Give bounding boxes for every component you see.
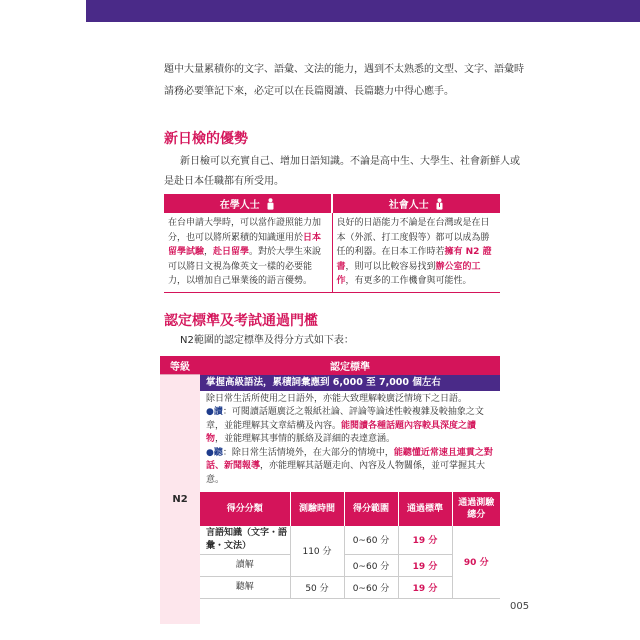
score-row-range: 0~60 分 — [344, 576, 398, 598]
advantages-para-line-2: 是赴日本任職都有所受用。 — [164, 176, 284, 187]
score-row-pass: 19 分 — [398, 526, 452, 555]
worker-text: 良好的日語能力不論是在台灣或是在日本（外派、打工度假等）都可以成為勝任的利器。在日本工作時若擁有 N2 證書，則可以比較容易找到辦公室的工作，有更多的工作機會與可能性。 — [332, 213, 500, 293]
emphasis-n2-cert: 擁有 N2 證書 — [336, 247, 492, 272]
emphasis-jp-study-exam: 日本留學試驗 — [168, 232, 322, 257]
score-row-category: 讀解 — [200, 554, 290, 576]
student-header-label: 在學人士 — [219, 199, 260, 211]
top-color-bar — [86, 0, 640, 22]
worker-person-icon — [435, 198, 444, 210]
score-row-time: 50 分 — [290, 576, 344, 598]
score-header-category: 得分分類 — [200, 492, 290, 526]
col-level-header: 等級 — [160, 356, 200, 375]
page-number: 005 — [510, 601, 530, 612]
intro-line-1: 題中大量累積你的文字、語彙、文法的能力，遇到不太熟悉的文型、文字、語彙時 — [164, 64, 524, 75]
score-row-category: 言語知識（文字・語彙・文法） — [200, 526, 290, 555]
emphasis-study-in-japan: 赴日留學 — [213, 247, 250, 257]
student-text: 在台申請大學時，可以當作證照能力加分，也可以將所累積的知識運用於日本留學試驗，赴日留學。對於大學生來說可以將日文視為像英文一樣的必要能力，以增加自己畢業後的語言優勢。 — [164, 213, 332, 293]
n2-description: 除日常生活所使用之日語外，亦能大致理解較廣泛情境下之日語。 ●讀：可閱讀話題廣泛之報紙社論、評論等論述性較複雜及較抽象之文章，並能理解其文章結構及內容。能閱讀各種話題內容較具深度之讀物，並能理解其事情的脈絡及詳細的表達意涵。 ●聽：除日常生活情境外，在大部分的情境中，能聽懂近常速且連貫之對話、新聞報導，亦能理解其話題走向、內容及人物關係，並可掌握其大意。 — [206, 393, 493, 486]
emphasis-office-job: 辦公室的工作 — [336, 261, 481, 286]
emphasis-listen-news: 能聽懂近常速且連貫之對話、新聞報導 — [206, 447, 493, 472]
level-cell: N2 — [160, 375, 200, 625]
student-person-icon — [266, 198, 275, 210]
section-heading-advantages: 新日檢的優勢 — [164, 131, 248, 147]
score-total: 90 分 — [452, 526, 500, 599]
score-row-pass: 19 分 — [398, 576, 452, 598]
intro-line-2: 請務必要筆記下來，必定可以在長篇閱讀、長篇聽力中得心應手。 — [164, 86, 454, 97]
student-header — [164, 194, 332, 213]
advantages-para-line-1: 新日檢可以充實自己、增加日語知識。不論是高中生、大學生、社會新鮮人或 — [180, 156, 520, 167]
worker-header-label: 社會人士 — [388, 199, 429, 211]
score-time-combined: 110 分 — [290, 526, 344, 577]
worker-header — [332, 194, 500, 213]
score-row-range: 0~60 分 — [344, 526, 398, 555]
read-bullet: ●讀 — [206, 407, 223, 418]
score-header-time: 測驗時間 — [290, 492, 344, 526]
score-row-range: 0~60 分 — [344, 554, 398, 576]
emphasis-read-deep: 能閱讀各種話題內容較具深度之讀物 — [206, 420, 477, 445]
section-heading-standards: 認定標準及考試通過門檻 — [164, 313, 318, 329]
score-header-total: 通過測驗總分 — [452, 492, 500, 526]
n2-lead-banner: 掌握高級語法，累積詞彙應到 6,000 至 7,000 個左右 — [200, 375, 500, 391]
score-header-pass: 通過標準 — [398, 492, 452, 526]
listen-bullet: ●聽 — [206, 447, 223, 458]
score-row-category: 聽解 — [200, 576, 290, 598]
score-header-range: 得分範圍 — [344, 492, 398, 526]
score-table — [200, 492, 500, 599]
score-row-pass: 19 分 — [398, 554, 452, 576]
comparison-table — [164, 194, 500, 293]
standards-intro: N2範圍的認定標準及得分方式如下表： — [180, 335, 354, 346]
col-standard-header: 認定標準 — [200, 356, 500, 375]
n2-standard-table — [160, 356, 500, 624]
